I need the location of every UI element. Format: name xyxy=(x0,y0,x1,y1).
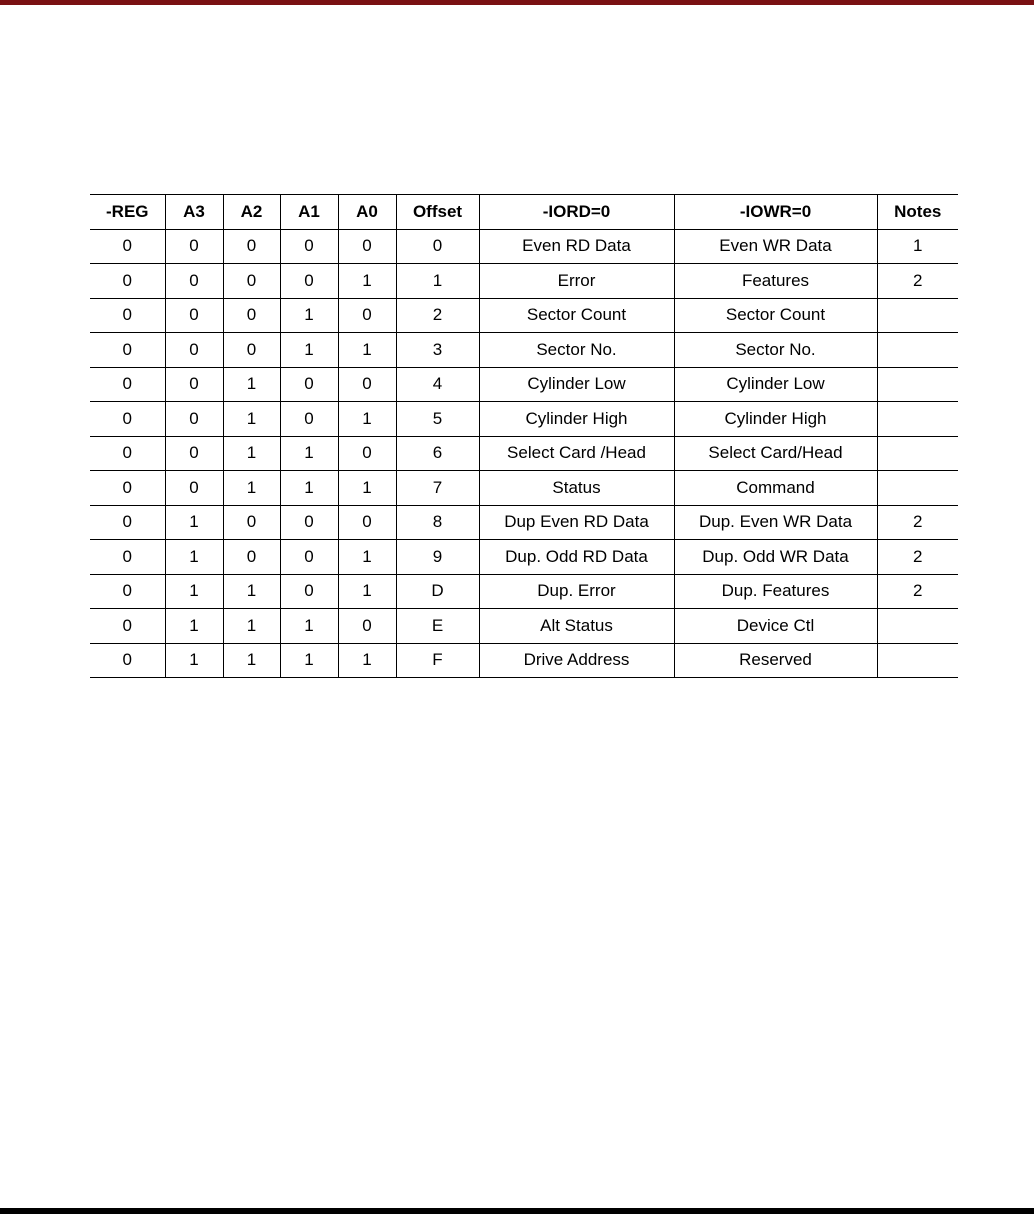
table-cell: 1 xyxy=(280,609,338,644)
column-header: Notes xyxy=(877,195,958,230)
table-cell xyxy=(877,333,958,368)
table-cell: 0 xyxy=(90,471,165,506)
table-cell: 0 xyxy=(280,574,338,609)
table-cell: 1 xyxy=(223,574,280,609)
column-header: -IORD=0 xyxy=(479,195,674,230)
table-cell: 5 xyxy=(396,402,479,437)
table-cell: 0 xyxy=(165,333,223,368)
table-cell: 8 xyxy=(396,505,479,540)
table-cell: 0 xyxy=(280,505,338,540)
table-row xyxy=(90,436,958,471)
table-cell: Sector Count xyxy=(479,298,674,333)
table-cell: 2 xyxy=(877,540,958,575)
table-cell: 0 xyxy=(90,229,165,264)
table-cell xyxy=(877,609,958,644)
table-header xyxy=(90,195,958,230)
table-cell: Cylinder Low xyxy=(479,367,674,402)
table-cell: 0 xyxy=(223,333,280,368)
table-row xyxy=(90,574,958,609)
table-cell: Even RD Data xyxy=(479,229,674,264)
table-cell: 0 xyxy=(165,471,223,506)
table-row xyxy=(90,229,958,264)
table-row xyxy=(90,402,958,437)
table-cell: 0 xyxy=(338,609,396,644)
table-cell: 0 xyxy=(280,367,338,402)
table-cell: 7 xyxy=(396,471,479,506)
table-cell: 0 xyxy=(223,229,280,264)
table-cell: 0 xyxy=(280,540,338,575)
table-cell: Sector No. xyxy=(479,333,674,368)
register-table xyxy=(90,194,958,678)
table-cell: 0 xyxy=(280,229,338,264)
table-cell: 1 xyxy=(338,643,396,678)
table-cell: 1 xyxy=(280,471,338,506)
table-cell: 2 xyxy=(877,574,958,609)
column-header: A2 xyxy=(223,195,280,230)
table-cell: E xyxy=(396,609,479,644)
table-cell: 1 xyxy=(223,402,280,437)
table-cell: 3 xyxy=(396,333,479,368)
table-cell: 1 xyxy=(165,609,223,644)
table-cell: Error xyxy=(479,264,674,299)
table-cell: 0 xyxy=(223,298,280,333)
table-cell: 0 xyxy=(90,574,165,609)
table-cell xyxy=(877,643,958,678)
table-cell: 1 xyxy=(223,643,280,678)
table-cell: Cylinder Low xyxy=(674,367,877,402)
table-cell: 1 xyxy=(280,298,338,333)
table-cell: 0 xyxy=(165,264,223,299)
table-row xyxy=(90,471,958,506)
table-cell: Even WR Data xyxy=(674,229,877,264)
column-header: Offset xyxy=(396,195,479,230)
table-cell: 0 xyxy=(338,298,396,333)
table-cell: Command xyxy=(674,471,877,506)
table-cell: 0 xyxy=(90,367,165,402)
table-cell: 0 xyxy=(223,540,280,575)
table-cell: 1 xyxy=(338,402,396,437)
table-cell: 0 xyxy=(90,609,165,644)
table-cell: Dup. Odd RD Data xyxy=(479,540,674,575)
table-cell: 1 xyxy=(223,436,280,471)
table-cell: 4 xyxy=(396,367,479,402)
table-cell: 6 xyxy=(396,436,479,471)
header-rule xyxy=(0,0,1034,5)
table-body xyxy=(90,229,958,678)
table-cell: 0 xyxy=(90,540,165,575)
table-cell: 0 xyxy=(165,298,223,333)
table-cell: 1 xyxy=(280,333,338,368)
table-cell: 0 xyxy=(90,436,165,471)
table-row xyxy=(90,298,958,333)
table-cell: 1 xyxy=(165,540,223,575)
table-row xyxy=(90,643,958,678)
table-cell: 2 xyxy=(877,505,958,540)
table-cell: Sector Count xyxy=(674,298,877,333)
table-cell: 0 xyxy=(90,643,165,678)
table-cell: 1 xyxy=(396,264,479,299)
table-cell: 1 xyxy=(165,574,223,609)
table-cell: 2 xyxy=(877,264,958,299)
table-cell: Select Card /Head xyxy=(479,436,674,471)
table-cell xyxy=(877,367,958,402)
table-cell: 1 xyxy=(280,436,338,471)
table-cell: Device Ctl xyxy=(674,609,877,644)
table-cell: 0 xyxy=(165,402,223,437)
table-cell xyxy=(877,402,958,437)
table-cell: Reserved xyxy=(674,643,877,678)
table-cell: Drive Address xyxy=(479,643,674,678)
table-cell: Dup. Features xyxy=(674,574,877,609)
table-cell: Dup. Odd WR Data xyxy=(674,540,877,575)
table-cell: 0 xyxy=(280,264,338,299)
table-row xyxy=(90,367,958,402)
table-cell: 0 xyxy=(223,505,280,540)
table-cell: 1 xyxy=(223,367,280,402)
table-cell: 1 xyxy=(223,609,280,644)
table-cell: 0 xyxy=(338,436,396,471)
table-cell: Sector No. xyxy=(674,333,877,368)
column-header: -IOWR=0 xyxy=(674,195,877,230)
table-cell xyxy=(877,436,958,471)
column-header: -REG xyxy=(90,195,165,230)
table-row xyxy=(90,264,958,299)
table-cell: 0 xyxy=(223,264,280,299)
table-cell: 0 xyxy=(165,229,223,264)
table-cell: 1 xyxy=(338,264,396,299)
table-cell: 1 xyxy=(280,643,338,678)
table-cell: 1 xyxy=(338,333,396,368)
table-cell: 1 xyxy=(338,540,396,575)
table-cell: 1 xyxy=(877,229,958,264)
table-cell: D xyxy=(396,574,479,609)
table-cell: Dup. Error xyxy=(479,574,674,609)
table-cell: 0 xyxy=(338,229,396,264)
table-cell: 0 xyxy=(90,505,165,540)
table-cell: Dup Even RD Data xyxy=(479,505,674,540)
table-row xyxy=(90,540,958,575)
table-cell: 0 xyxy=(165,436,223,471)
table-cell: 0 xyxy=(90,402,165,437)
table-cell: 1 xyxy=(165,643,223,678)
column-header: A1 xyxy=(280,195,338,230)
table-row xyxy=(90,333,958,368)
table-cell: 0 xyxy=(90,264,165,299)
table-cell: F xyxy=(396,643,479,678)
table-cell xyxy=(877,471,958,506)
table-cell: 1 xyxy=(338,471,396,506)
table-cell: Features xyxy=(674,264,877,299)
column-header: A0 xyxy=(338,195,396,230)
table-cell: 0 xyxy=(90,298,165,333)
footer-rule xyxy=(0,1208,1034,1214)
table-cell: 0 xyxy=(280,402,338,437)
table-row xyxy=(90,609,958,644)
table-cell: 0 xyxy=(338,505,396,540)
table-cell: 1 xyxy=(165,505,223,540)
table-cell: 0 xyxy=(338,367,396,402)
table-row xyxy=(90,505,958,540)
table-cell: Status xyxy=(479,471,674,506)
table-cell xyxy=(877,298,958,333)
table-cell: 2 xyxy=(396,298,479,333)
table-cell: Cylinder High xyxy=(674,402,877,437)
table-cell: 0 xyxy=(165,367,223,402)
table-cell: Select Card/Head xyxy=(674,436,877,471)
table-cell: Cylinder High xyxy=(479,402,674,437)
table-cell: 9 xyxy=(396,540,479,575)
table-cell: 1 xyxy=(223,471,280,506)
column-header: A3 xyxy=(165,195,223,230)
table-cell: 0 xyxy=(90,333,165,368)
table-cell: 1 xyxy=(338,574,396,609)
table-cell: Alt Status xyxy=(479,609,674,644)
table-cell: Dup. Even WR Data xyxy=(674,505,877,540)
table-cell: 0 xyxy=(396,229,479,264)
header-row xyxy=(90,195,958,230)
